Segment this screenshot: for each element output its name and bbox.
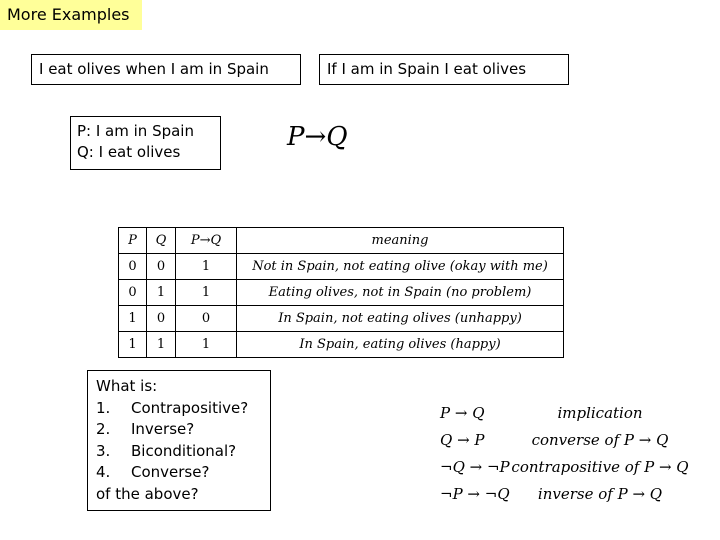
- cell-meaning: In Spain, eating olives (happy): [237, 332, 564, 358]
- implication-formula: P→Q: [287, 122, 348, 152]
- list-item: [96, 419, 270, 441]
- cell-q: 0: [147, 254, 176, 280]
- list-item: [96, 398, 270, 420]
- truth-table-header-row: [119, 228, 564, 254]
- variant-expression: Q → P: [440, 431, 485, 449]
- cell-implication: 1: [176, 254, 237, 280]
- question-box: [87, 370, 271, 511]
- item-text: Converse?: [131, 463, 210, 481]
- variant-expression: P → Q: [440, 404, 485, 422]
- list-item: [96, 441, 270, 463]
- cell-p: 0: [119, 254, 147, 280]
- sentence-when-box: I eat olives when I am in Spain: [31, 54, 301, 85]
- item-number: 3.: [96, 441, 111, 460]
- item-text: Biconditional?: [131, 441, 237, 460]
- header-q: Q: [147, 228, 176, 254]
- cell-q: 1: [147, 332, 176, 358]
- item-number: 4.: [96, 463, 111, 481]
- cell-implication: 0: [176, 306, 237, 332]
- definition-p: P: I am in Spain: [77, 122, 194, 140]
- variant-description: implication: [557, 404, 643, 422]
- table-row: [119, 306, 564, 332]
- item-number: 1.: [96, 398, 111, 417]
- slide-title: More Examples: [0, 0, 142, 30]
- cell-p: 1: [119, 332, 147, 358]
- cell-p: 0: [119, 280, 147, 306]
- implication-variants: [420, 404, 690, 512]
- variant-description: converse of P → Q: [531, 431, 669, 449]
- variant-description: inverse of P → Q: [537, 485, 663, 503]
- item-number: 2.: [96, 420, 111, 438]
- cell-q: 1: [147, 280, 176, 306]
- cell-implication: 1: [176, 280, 237, 306]
- table-row: [119, 332, 564, 358]
- header-meaning: meaning: [237, 228, 564, 254]
- variant-description: contrapositive of P → Q: [511, 458, 689, 476]
- cell-implication: 1: [176, 332, 237, 358]
- cell-meaning: Not in Spain, not eating olive (okay with me): [237, 254, 564, 280]
- cell-p: 1: [119, 306, 147, 332]
- variant-row: [420, 458, 690, 485]
- question-heading: What is:: [96, 377, 158, 395]
- table-row: [119, 254, 564, 280]
- cell-meaning: Eating olives, not in Spain (no problem): [237, 280, 564, 306]
- table-row: [119, 280, 564, 306]
- list-item: [96, 462, 270, 484]
- proposition-definitions-box: [70, 116, 221, 170]
- variant-row: [420, 404, 690, 431]
- header-implication: P→Q: [176, 228, 237, 254]
- question-footer: of the above?: [96, 484, 199, 503]
- variant-expression: ¬Q → ¬P: [440, 458, 510, 476]
- definition-q: Q: I eat olives: [77, 143, 181, 161]
- sentence-if-box: If I am in Spain I eat olives: [319, 54, 569, 85]
- header-p: P: [119, 228, 147, 254]
- item-text: Inverse?: [131, 420, 195, 438]
- cell-q: 0: [147, 306, 176, 332]
- truth-table: [118, 227, 564, 358]
- cell-meaning: In Spain, not eating olives (unhappy): [237, 306, 564, 332]
- variant-expression: ¬P → ¬Q: [440, 485, 510, 503]
- item-text: Contrapositive?: [131, 398, 249, 417]
- variant-row: [420, 485, 690, 512]
- variant-row: [420, 431, 690, 458]
